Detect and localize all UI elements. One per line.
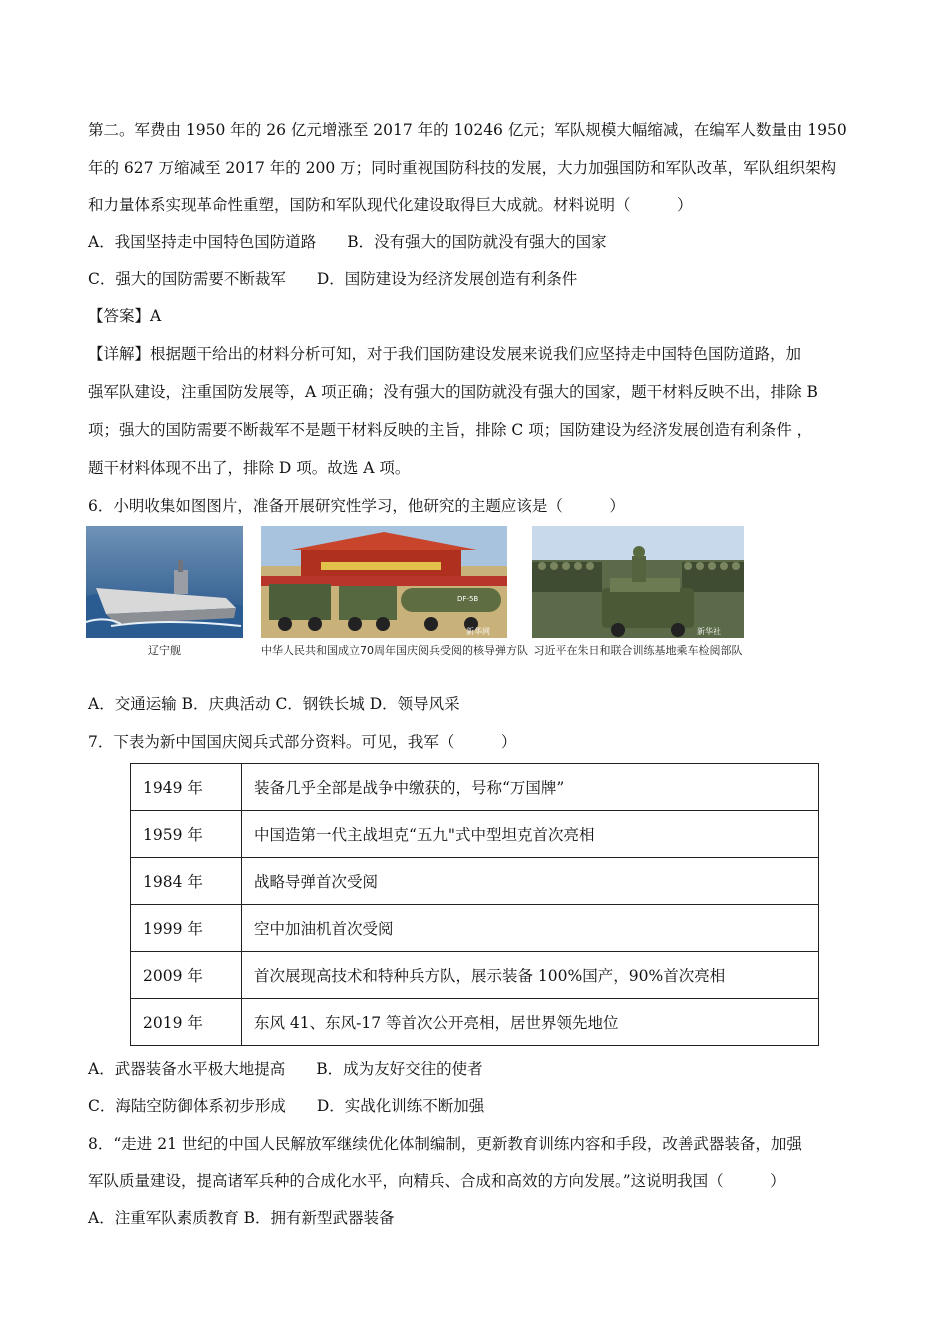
q6-options: A．交通运输 B．庆典活动 C．钢铁长城 D．领导风采 bbox=[88, 695, 460, 713]
photo-liaoning-carrier bbox=[86, 526, 243, 658]
q7-option-cd: C．海陆空防御体系初步形成 D．实战化训练不断加强 bbox=[88, 1097, 485, 1115]
year-cell: 1959 年 bbox=[131, 811, 242, 858]
year-cell: 2009 年 bbox=[131, 952, 242, 999]
q8-options: A．注重军队素质教育 B．拥有新型武器装备 bbox=[88, 1209, 395, 1227]
q5-answer: 【答案】A bbox=[88, 307, 162, 325]
caption-missile-parade: 中华人民共和国成立70周年国庆阅兵受阅的核导弹方队 bbox=[261, 644, 528, 657]
caption-inspection: 习近平在朱日和联合训练基地乘车检阅部队 bbox=[533, 644, 743, 657]
q5-text-line-3: 和力量体系实现革命性重塑，国防和军队现代化建设取得巨大成就。材料说明（ ） bbox=[88, 196, 693, 214]
year-cell: 2019 年 bbox=[131, 999, 242, 1046]
photo-inspection bbox=[532, 526, 744, 658]
watermark-xinhuanet: 新华网 bbox=[466, 627, 490, 636]
q8-stem-line-2: 军队质量建设，提高诸军兵种的合成化水平，向精兵、合成和高效的方向发展。”这说明我国（ ） bbox=[88, 1172, 786, 1190]
description-cell: 东风 41、东风-17 等首次公开亮相，居世界领先地位 bbox=[242, 999, 819, 1046]
year-cell: 1999 年 bbox=[131, 905, 242, 952]
table-row bbox=[131, 858, 819, 905]
table-row bbox=[131, 952, 819, 999]
table-row bbox=[131, 999, 819, 1046]
q5-text-line-1: 第二。军费由 1950 年的 26 亿元增涨至 2017 年的 10246 亿元；军队规模大幅缩减，在编军人数量由 1950 bbox=[88, 121, 847, 139]
q5-explanation-line-3: 项；强大的国防需要不断裁军不是题干材料反映的主旨，排除 C 项；国防建设为经济发展创造有利条件 ， bbox=[88, 421, 813, 439]
description-cell: 战略导弹首次受阅 bbox=[242, 858, 819, 905]
missile-label: DF-5B bbox=[457, 595, 479, 603]
photo-missile-parade bbox=[261, 526, 528, 658]
description-cell: 装备几乎全部是战争中缴获的，号称“万国牌” bbox=[242, 764, 819, 811]
q5-option-ab: A．我国坚持走中国特色国防道路 B．没有强大的国防就没有强大的国家 bbox=[88, 233, 607, 251]
description-cell: 空中加油机首次受阅 bbox=[242, 905, 819, 952]
q6-stem: 6．小明收集如图图片，准备开展研究性学习，他研究的主题应该是（ ） bbox=[88, 497, 625, 515]
q5-option-cd: C．强大的国防需要不断裁军 D．国防建设为经济发展创造有利条件 bbox=[88, 270, 578, 288]
q5-explanation-line-4: 题干材料体现不出了，排除 D 项。故选 A 项。 bbox=[88, 459, 411, 477]
table-row bbox=[131, 764, 819, 811]
q5-explanation-line-2: 强军队建设，注重国防发展等，A 项正确；没有强大的国防就没有强大的国家，题干材料反映不出，排除 B bbox=[88, 383, 818, 401]
watermark-xinhua: 新华社 bbox=[697, 627, 721, 636]
aircraft-carrier-image bbox=[86, 526, 243, 638]
missile-parade-image bbox=[261, 526, 507, 638]
q7-stem: 7．下表为新中国国庆阅兵式部分资料。可见，我军（ ） bbox=[88, 733, 517, 751]
q5-text-line-2: 年的 627 万缩减至 2017 年的 200 万；同时重视国防科技的发展，大力加强国防和军队改革，军队组织架构 bbox=[88, 159, 837, 177]
parade-table bbox=[130, 763, 819, 1046]
q7-option-ab: A．武器装备水平极大地提高 B．成为友好交往的使者 bbox=[88, 1060, 483, 1078]
table-row bbox=[131, 905, 819, 952]
description-cell: 首次展现高技术和特种兵方队，展示装备 100%国产，90%首次亮相 bbox=[242, 952, 819, 999]
q8-stem-line-1: 8．“走进 21 世纪的中国人民解放军继续优化体制编制，更新教育训练内容和手段，改善武器装备，加强 bbox=[88, 1135, 802, 1153]
caption-liaoning: 辽宁舰 bbox=[148, 644, 181, 657]
year-cell: 1949 年 bbox=[131, 764, 242, 811]
q5-explanation-line-1: 【详解】根据题干给出的材料分析可知，对于我们国防建设发展来说我们应坚持走中国特色国防道路，加 bbox=[88, 345, 802, 363]
table-row bbox=[131, 811, 819, 858]
troop-inspection-image bbox=[532, 526, 744, 638]
year-cell: 1984 年 bbox=[131, 858, 242, 905]
description-cell: 中国造第一代主战坦克“五九"式中型坦克首次亮相 bbox=[242, 811, 819, 858]
